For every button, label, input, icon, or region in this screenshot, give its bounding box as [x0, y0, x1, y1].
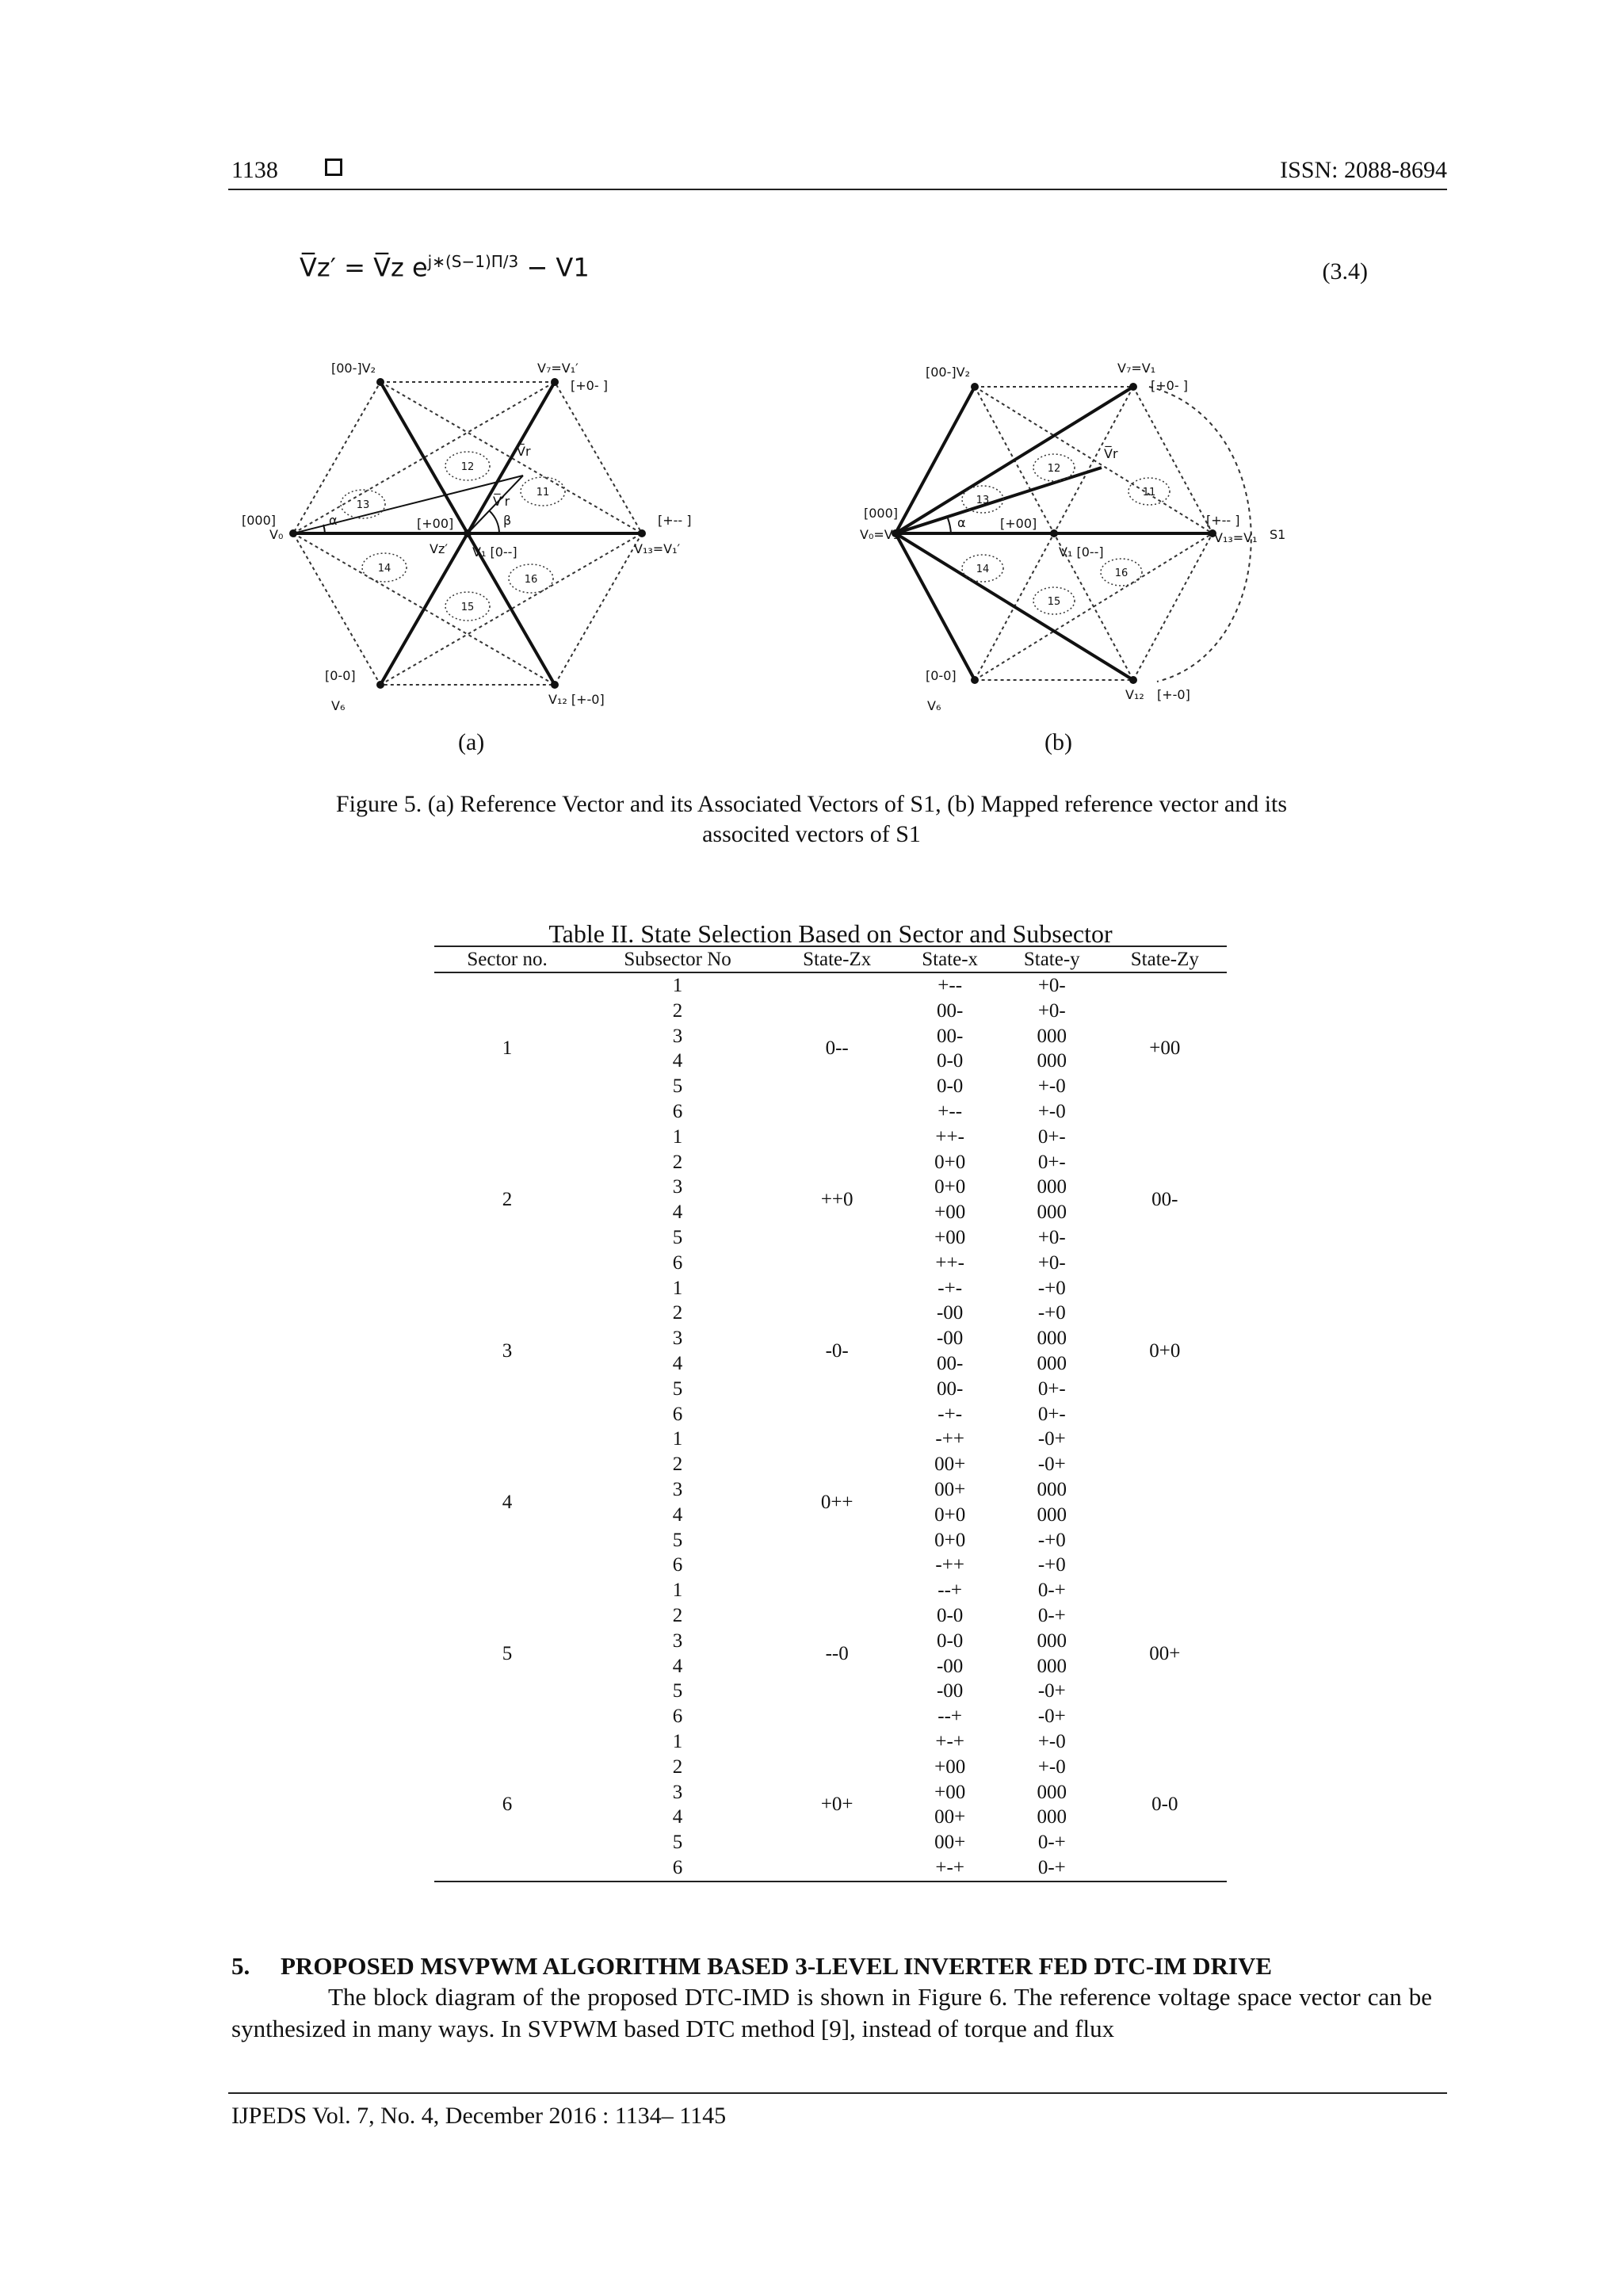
figure-5a-label: (a) [458, 729, 485, 755]
subsector-cell: 5 [672, 1529, 683, 1551]
svg-text:V₇=V₁: V₇=V₁ [1117, 361, 1156, 376]
state-x-cell: -00 [936, 1328, 964, 1350]
sector-cell: 1 [502, 1037, 513, 1060]
svg-text:V₆: V₆ [331, 698, 346, 713]
state-y-cell: -0+ [1037, 1428, 1066, 1450]
state-zx-cell: 0++ [820, 1491, 854, 1513]
subsector-cell: 2 [672, 1302, 683, 1324]
state-x-cell: ++- [935, 1251, 964, 1274]
state-y-cell: 0-+ [1037, 1604, 1066, 1626]
subsector-cell: 4 [672, 1352, 683, 1374]
svg-text:11: 11 [1142, 487, 1156, 499]
svg-text:[000]: [000] [242, 513, 277, 528]
state-zx-cell: 0-- [825, 1037, 849, 1060]
footer-citation: IJPEDS Vol. 7, No. 4, December 2016 : 1134– 1145 [231, 2103, 727, 2129]
state-y-cell: 000 [1037, 1201, 1067, 1224]
subsector-cell: 6 [672, 1100, 683, 1122]
state-x-cell: +-+ [935, 1730, 964, 1752]
subsector-cell: 5 [672, 1226, 683, 1248]
equation-3-4: V̅z′ = V̅z $e^{j∗(S-1)\Pi/3} - V1$ [300, 252, 590, 283]
state-y-cell: -+0 [1037, 1302, 1066, 1324]
subsector-cell: 4 [672, 1201, 683, 1224]
subsector-cell: 1 [672, 1277, 683, 1299]
figure-5a-hexagon-diagram [238, 349, 745, 721]
table-row [434, 1276, 1227, 1301]
state-x-cell: --+ [938, 1580, 963, 1602]
subsector-cell: 4 [672, 1050, 683, 1072]
column-header: State-x [899, 946, 1001, 972]
issn: ISSN: 2088-8694 [1280, 157, 1447, 183]
state-y-cell: +0- [1037, 1226, 1066, 1248]
state-zx-cell: +0+ [820, 1794, 854, 1816]
svg-text:[+-- ]: [+-- ] [658, 513, 692, 528]
state-x-cell: -++ [935, 1428, 964, 1450]
subsector-cell: 1 [672, 1428, 683, 1450]
state-y-cell: -0+ [1037, 1706, 1066, 1728]
subsector-cell: 3 [672, 1328, 683, 1350]
state-y-cell: +-0 [1037, 1730, 1066, 1752]
svg-text:[00-]V₂: [00-]V₂ [926, 365, 970, 380]
svg-text:15: 15 [1047, 596, 1061, 608]
svg-text:V₀=V₁: V₀=V₁ [860, 527, 899, 542]
state-y-cell: 000 [1037, 1176, 1067, 1198]
subsector-cell: 5 [672, 1075, 683, 1098]
subsector-cell: 2 [672, 1755, 683, 1778]
state-x-cell: 00+ [934, 1806, 966, 1828]
svg-text:14: 14 [377, 563, 391, 575]
svg-text:V₁₃=V₁: V₁₃=V₁ [1214, 530, 1258, 545]
state-x-cell: +-- [938, 975, 963, 996]
svg-text:[+0- ]: [+0- ] [571, 378, 608, 393]
svg-text:β: β [503, 513, 512, 528]
state-y-cell: -+0 [1037, 1529, 1066, 1551]
subsector-cell: 2 [672, 1454, 683, 1476]
subsector-cell: 4 [672, 1806, 683, 1828]
subsector-cell: 4 [672, 1503, 683, 1526]
subsector-cell: 3 [672, 1176, 683, 1198]
state-y-cell: 000 [1037, 1655, 1067, 1677]
state-x-cell: +00 [934, 1755, 966, 1778]
subsector-cell: 3 [672, 1478, 683, 1500]
svg-text:[+00]: [+00] [417, 516, 454, 531]
state-x-cell: 0+0 [934, 1176, 966, 1198]
state-y-cell: 0+- [1037, 1151, 1066, 1173]
svg-text:16: 16 [524, 574, 538, 586]
state-x-cell: 00+ [934, 1454, 966, 1476]
svg-text:[+-- ]: [+-- ] [1206, 513, 1240, 528]
state-zy-cell: 0+0 [1149, 1340, 1181, 1362]
equation-number: (3.4) [1322, 258, 1368, 285]
state-x-cell: -00 [936, 1655, 964, 1677]
state-y-cell: +0- [1037, 975, 1066, 996]
table-row [434, 1578, 1227, 1603]
svg-text:15: 15 [460, 602, 475, 613]
state-zy-cell: 0-0 [1151, 1794, 1178, 1816]
state-selection-table [434, 946, 1227, 1882]
state-x-cell: 0+0 [934, 1151, 966, 1173]
svg-text:V₀: V₀ [269, 527, 284, 542]
subsector-cell: 5 [672, 1377, 683, 1400]
subsector-cell: 5 [672, 1680, 683, 1702]
state-y-cell: -+0 [1037, 1554, 1066, 1576]
state-x-cell: 0-0 [936, 1075, 964, 1098]
svg-text:[+-0]: [+-0] [1157, 687, 1190, 702]
svg-text:12: 12 [1047, 463, 1061, 475]
state-y-cell: 0+- [1037, 1377, 1066, 1400]
column-header: State-y [1001, 946, 1103, 972]
state-y-cell: 000 [1037, 1050, 1067, 1072]
state-x-cell: 00- [936, 999, 964, 1022]
svg-text:13: 13 [356, 499, 370, 511]
state-x-cell: +00 [934, 1226, 966, 1248]
svg-text:11: 11 [536, 487, 550, 499]
table-row [434, 1427, 1227, 1452]
state-y-cell: 0-+ [1037, 1856, 1066, 1878]
state-x-cell: 0-0 [936, 1604, 964, 1626]
state-y-cell: -0+ [1037, 1454, 1066, 1476]
state-x-cell: 0+0 [934, 1503, 966, 1526]
state-x-cell: +-+ [935, 1856, 964, 1878]
sector-cell: 5 [502, 1642, 513, 1664]
svg-text:[+00]: [+00] [1000, 516, 1037, 531]
subsector-cell: 5 [672, 1832, 683, 1854]
sector-cell: 2 [502, 1189, 513, 1211]
svg-text:Vz′: Vz′ [430, 541, 448, 556]
subsector-cell: 1 [672, 1730, 683, 1752]
state-y-cell: 000 [1037, 1781, 1067, 1803]
svg-text:V̅r: V̅r [517, 444, 531, 459]
column-header: Subsector No [580, 946, 775, 972]
subsector-cell: 1 [672, 975, 683, 996]
state-zy-cell: 00- [1151, 1189, 1178, 1211]
svg-text:[0-0]: [0-0] [325, 668, 356, 683]
state-y-cell: +-0 [1037, 1755, 1066, 1778]
subsector-cell: 3 [672, 1025, 683, 1047]
subsector-cell: 4 [672, 1655, 683, 1677]
subsector-cell: 1 [672, 1580, 683, 1602]
svg-text:13: 13 [976, 495, 990, 506]
subsector-cell: 6 [672, 1554, 683, 1576]
state-y-cell: 0+- [1037, 1403, 1066, 1425]
svg-text:V̅r: V̅r [1104, 446, 1118, 461]
state-zx-cell: --0 [825, 1642, 849, 1664]
state-y-cell: 000 [1037, 1025, 1067, 1047]
svg-text:α: α [329, 513, 338, 528]
state-x-cell: 00- [936, 1025, 964, 1047]
state-y-cell: 0+- [1037, 1125, 1066, 1148]
state-y-cell: -+0 [1037, 1277, 1066, 1299]
subsector-cell: 3 [672, 1781, 683, 1803]
svg-text:12: 12 [460, 461, 475, 473]
svg-text:V̅′r: V̅′r [493, 494, 510, 509]
footer-rule [228, 2092, 1447, 2094]
body-paragraph: The block diagram of the proposed DTC-IMD is shown in Figure 6. The reference voltage space vector can be synthesized in many ways. In SVPWM based DTC method [9], instead of torque and flux [231, 1983, 1432, 2042]
state-y-cell: 000 [1037, 1806, 1067, 1828]
state-x-cell: ++- [935, 1125, 964, 1148]
svg-text:S1: S1 [1270, 527, 1286, 542]
state-x-cell: 00- [936, 1352, 964, 1374]
svg-text:V₇=V₁′: V₇=V₁′ [537, 361, 579, 376]
state-y-cell: 000 [1037, 1629, 1067, 1652]
state-y-cell: +0- [1037, 1251, 1066, 1274]
column-header: State-Zx [775, 946, 899, 972]
state-x-cell: 0-0 [936, 1629, 964, 1652]
table-row [434, 1125, 1227, 1150]
state-x-cell: -+- [938, 1403, 963, 1425]
state-y-cell: +-0 [1037, 1100, 1066, 1122]
figure-5b-hexagon-diagram [856, 349, 1379, 721]
state-x-cell: 0+0 [934, 1529, 966, 1551]
column-header: State-Zy [1103, 946, 1227, 972]
subsector-cell: 2 [672, 1151, 683, 1173]
subsector-cell: 2 [672, 1604, 683, 1626]
svg-text:V₁₂: V₁₂ [1125, 687, 1144, 702]
subsector-cell: 2 [672, 999, 683, 1022]
state-zy-cell: 00+ [1149, 1642, 1181, 1664]
state-x-cell: 00+ [934, 1832, 966, 1854]
state-y-cell: +0- [1037, 999, 1066, 1022]
table-title: Table II. State Selection Based on Sector and Subsector [548, 919, 1113, 948]
svg-text:[00-]V₂: [00-]V₂ [331, 361, 376, 376]
subsector-cell: 6 [672, 1251, 683, 1274]
svg-text:V₁ [0--]: V₁ [0--] [1059, 544, 1104, 560]
state-x-cell: +-- [938, 1100, 963, 1122]
table-row [434, 1729, 1227, 1755]
state-y-cell: 000 [1037, 1478, 1067, 1500]
state-x-cell: 00- [936, 1377, 964, 1400]
figure-5b-label: (b) [1044, 729, 1072, 755]
state-zx-cell: -0- [825, 1340, 849, 1362]
subsector-cell: 6 [672, 1403, 683, 1425]
svg-text:V₆: V₆ [927, 698, 941, 713]
state-x-cell: +00 [934, 1201, 966, 1224]
square-bullet-icon [325, 159, 342, 176]
state-zx-cell: ++0 [820, 1189, 854, 1211]
svg-text:α: α [957, 515, 966, 530]
section-heading: 5. PROPOSED MSVPWM ALGORITHM BASED 3-LEVEL INVERTER FED DTC-IM DRIVE [231, 1952, 1273, 1980]
svg-text:V₁₃=V₁′: V₁₃=V₁′ [634, 541, 681, 556]
state-y-cell: 000 [1037, 1328, 1067, 1350]
column-header: Sector no. [434, 946, 580, 972]
sector-cell: 6 [502, 1794, 513, 1816]
subsector-cell: 1 [672, 1125, 683, 1148]
svg-text:[000]: [000] [864, 506, 899, 521]
table-body [434, 972, 1227, 1881]
state-x-cell: -00 [936, 1302, 964, 1324]
state-x-cell: +00 [934, 1781, 966, 1803]
state-y-cell: 0-+ [1037, 1580, 1066, 1602]
state-zy-cell: +00 [1149, 1037, 1181, 1060]
table-row [434, 972, 1227, 999]
state-y-cell: -0+ [1037, 1680, 1066, 1702]
figure-caption: Figure 5. (a) Reference Vector and its Associated Vectors of S1, (b) Mapped reference vector and its associted vectors of S1 [335, 791, 1288, 847]
state-y-cell: 000 [1037, 1503, 1067, 1526]
page-number: 1138 [231, 157, 278, 183]
state-y-cell: 000 [1037, 1352, 1067, 1374]
subsector-cell: 6 [672, 1856, 683, 1878]
state-x-cell: 0-0 [936, 1050, 964, 1072]
svg-text:16: 16 [1114, 567, 1128, 579]
subsector-cell: 6 [672, 1706, 683, 1728]
svg-text:[+0- ]: [+0- ] [1151, 378, 1188, 393]
subsector-cell: 3 [672, 1629, 683, 1652]
state-zy-cell [1103, 1427, 1227, 1578]
state-x-cell: --+ [938, 1706, 963, 1728]
svg-text:[0-0]: [0-0] [926, 668, 957, 683]
sector-cell: 4 [502, 1491, 513, 1513]
svg-text:V₁ [0--]: V₁ [0--] [472, 544, 517, 560]
sector-cell: 3 [502, 1340, 513, 1362]
svg-text:14: 14 [976, 563, 990, 575]
state-x-cell: 00+ [934, 1478, 966, 1500]
svg-text:V₁₂ [+-0]: V₁₂ [+-0] [548, 692, 605, 707]
header-rule [228, 189, 1447, 190]
state-x-cell: -+- [938, 1277, 963, 1299]
state-x-cell: -00 [936, 1680, 964, 1702]
state-x-cell: -++ [935, 1554, 964, 1576]
state-y-cell: +-0 [1037, 1075, 1066, 1098]
state-y-cell: 0-+ [1037, 1832, 1066, 1854]
